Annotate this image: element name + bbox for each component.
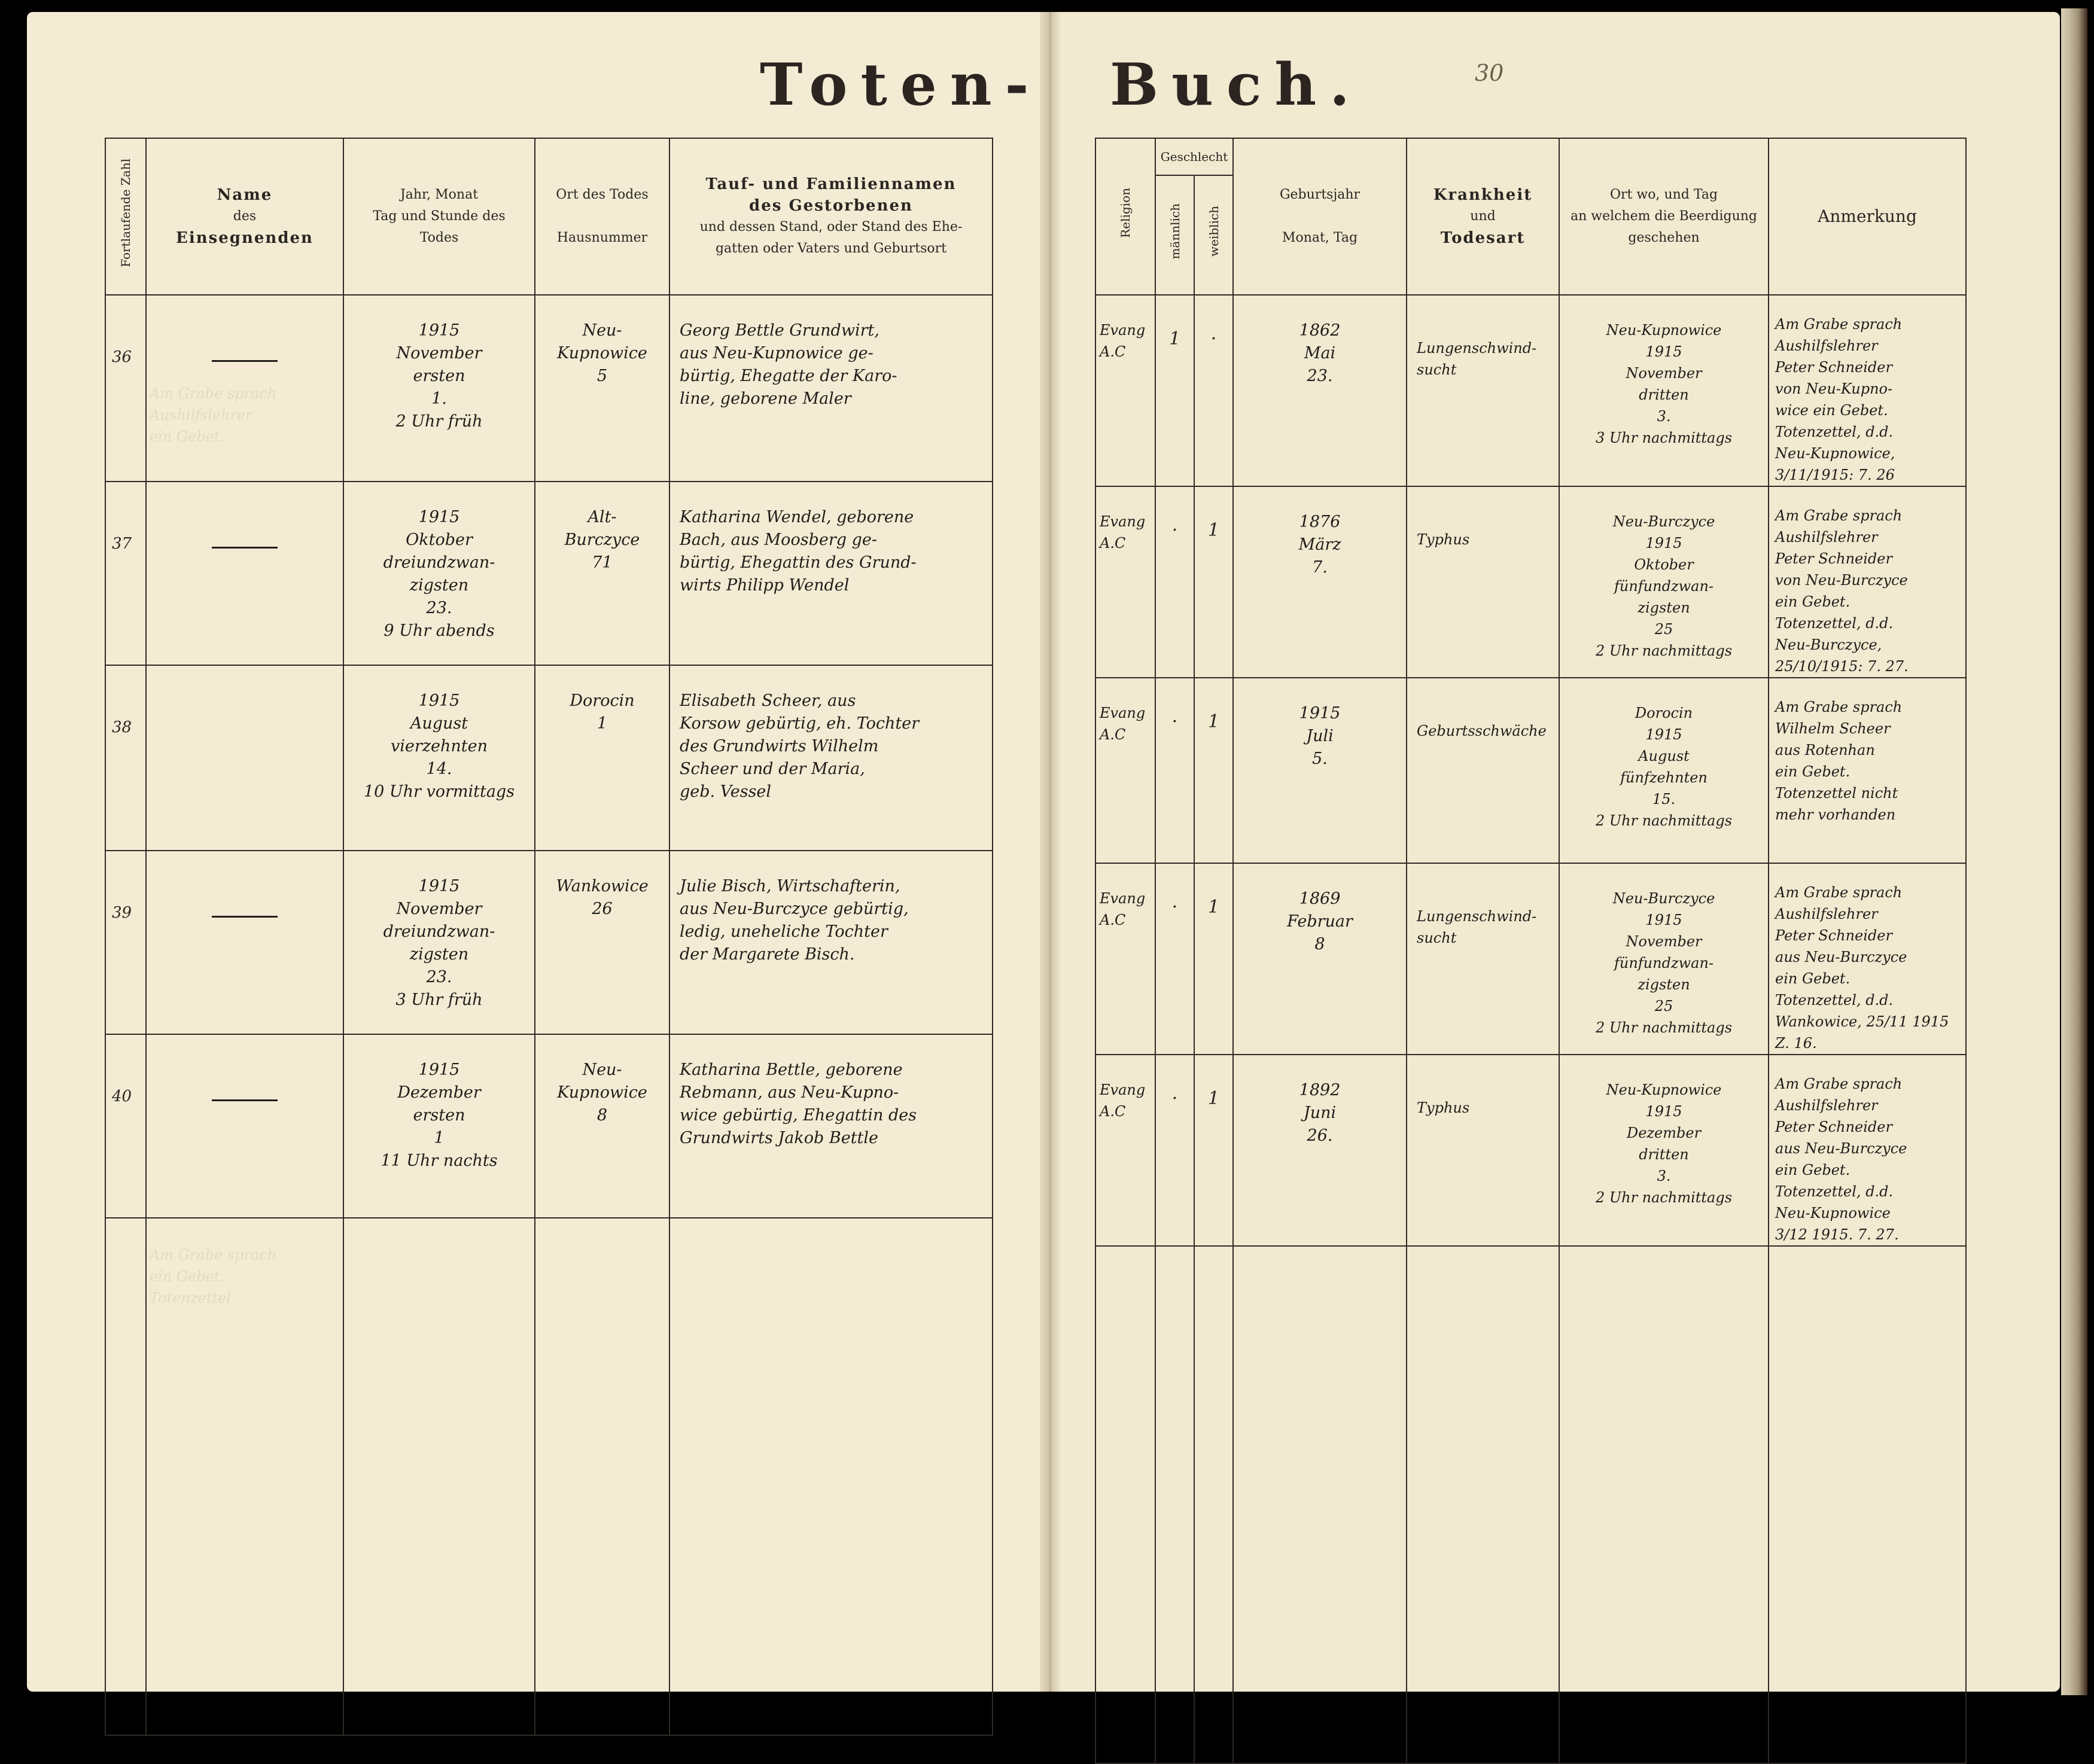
burial: Neu-Burczyce 1915 November fünfundzwan- zigsten 25 2 Uhr nachmittags xyxy=(1595,890,1733,1036)
bleed-through-left: Am Grabe sprach Aushilfslehrer ein Gebet. xyxy=(150,385,277,445)
burial: Neu-Burczyce 1915 Oktober fünfundzwan- zigsten 25 2 Uhr nachmittags xyxy=(1595,513,1733,659)
remark: Am Grabe sprach Wilhelm Scheer aus Rotenhan ein Gebet. Totenzettel nicht mehr vorhanden xyxy=(1775,699,1903,823)
death-place: Neu- Kupnowice 8 xyxy=(557,1061,647,1125)
male-mark: · xyxy=(1171,520,1178,541)
header-death-date: Jahr, Monat Tag und Stunde des Todes xyxy=(343,138,535,295)
death-place: Neu- Kupnowice 5 xyxy=(557,321,647,385)
religion: Evang A.C xyxy=(1100,1081,1146,1120)
female-mark: 1 xyxy=(1207,711,1220,732)
entry-row xyxy=(1095,863,1966,1055)
entry-row xyxy=(105,665,993,851)
header-illness: Krankheit xyxy=(1433,186,1533,204)
header-burial: Ort wo, und Tag an welchem die Beerdigung geschehen xyxy=(1559,138,1769,295)
left-header-row xyxy=(105,138,993,295)
entry-number: 40 xyxy=(112,1087,132,1105)
burial: Dorocin 1915 August fünfzehnten 15. 2 Uhr nachmittags xyxy=(1595,705,1733,829)
death-date: 1915 Oktober dreiundzwan- zigsten 23. 9 Uhr abends xyxy=(383,508,495,640)
illness: Lungenschwind- sucht xyxy=(1417,908,1537,946)
entry-row xyxy=(1095,678,1966,863)
page-title-right: Buch. xyxy=(1110,51,1363,118)
male-mark: · xyxy=(1171,711,1178,732)
header-male: männlich xyxy=(1167,203,1182,260)
female-mark: · xyxy=(1210,328,1217,349)
entry-number: 37 xyxy=(112,535,132,553)
header-officiant: Einsegnenden xyxy=(176,229,314,247)
header-cause-of-death: Todesart xyxy=(1440,229,1526,247)
header-death-place: Ort des Todes Hausnummer xyxy=(535,138,669,295)
header-family-name: Tauf- und Familiennamen xyxy=(705,175,957,193)
entry-number: 38 xyxy=(112,718,132,736)
deceased-name: Elisabeth Scheer, aus Korsow gebürtig, eh. Tochter des Grundwirts Wilhelm Scheer und der Maria, geb. Vessel xyxy=(680,691,920,801)
death-place: Wankowice 26 xyxy=(556,877,649,918)
header-birth-date: Geburtsjahr Monat, Tag xyxy=(1233,138,1407,295)
entry-row xyxy=(105,1034,993,1218)
right-header-row xyxy=(1095,138,1966,175)
birth-date: 1892 Juni 26. xyxy=(1299,1081,1341,1145)
male-mark: · xyxy=(1171,897,1178,918)
deceased-name: Katharina Bettle, geborene Rebmann, aus Neu-Kupno- wice gebürtig, Ehegattin des Grundwirts Jakob Bettle xyxy=(680,1061,917,1147)
burial: Neu-Kupnowice 1915 Dezember dritten 3. 2 Uhr nachmittags xyxy=(1595,1081,1733,1206)
female-mark: 1 xyxy=(1207,897,1220,918)
header-female: weiblich xyxy=(1206,206,1221,257)
left-register-table xyxy=(105,138,993,1736)
header-religion: Religion xyxy=(1118,188,1133,238)
bleed-through-left: Am Grabe sprach ein Gebet. Totenzettel xyxy=(150,1247,277,1306)
entry-row xyxy=(1095,486,1966,678)
death-date: 1915 August vierzehnten 14. 10 Uhr vormittags xyxy=(363,691,515,801)
religion: Evang A.C xyxy=(1100,705,1146,743)
religion: Evang A.C xyxy=(1100,322,1146,360)
birth-date: 1862 Mai 23. xyxy=(1299,321,1341,385)
officiant-dash xyxy=(212,916,278,918)
female-mark: 1 xyxy=(1207,1088,1220,1109)
illness: Typhus xyxy=(1417,531,1470,548)
death-date: 1915 November ersten 1. 2 Uhr früh xyxy=(395,321,483,431)
birth-date: 1915 Juli 5. xyxy=(1299,704,1341,768)
death-place: Dorocin 1 xyxy=(570,691,635,733)
header-illness-and: und xyxy=(1470,209,1496,224)
male-mark: · xyxy=(1171,1088,1178,1109)
remark: Am Grabe sprach Aushilfslehrer Peter Schneider von Neu-Kupno- wice ein Gebet. Totenzettel, d.d. Neu-Kupnowice, 3/11/1915: 7. 26 xyxy=(1775,316,1903,483)
birth-date: 1876 März 7. xyxy=(1298,513,1341,577)
empty-row xyxy=(105,1218,993,1735)
deceased-name: Georg Bettle Grundwirt, aus Neu-Kupnowice ge- bürtig, Ehegatte der Karo- line, geborene Maler xyxy=(680,321,897,408)
deceased-name: Katharina Wendel, geborene Bach, aus Moosberg ge- bürtig, Ehegattin des Grund- wirts Philipp Wendel xyxy=(680,508,917,595)
death-date: 1915 November dreiundzwan- zigsten 23. 3 Uhr früh xyxy=(383,877,495,1009)
death-place: Alt- Burczyce 71 xyxy=(564,508,640,572)
header-status: und dessen Stand, oder Stand des Ehe- gatten oder Vaters und Geburtsort xyxy=(699,220,963,256)
officiant-dash xyxy=(212,1099,278,1101)
entry-number: 39 xyxy=(112,904,132,922)
religion: Evang A.C xyxy=(1100,513,1146,552)
officiant-dash xyxy=(212,360,278,362)
birth-date: 1869 Februar 8 xyxy=(1287,889,1353,953)
book-edge xyxy=(2061,8,2087,1695)
header-deceased: des Gestorbenen xyxy=(749,197,913,215)
illness: Lungenschwind- sucht xyxy=(1417,340,1537,378)
illness: Geburtsschwäche xyxy=(1417,723,1547,739)
burial: Neu-Kupnowice 1915 November dritten 3. 3 Uhr nachmittags xyxy=(1595,322,1733,446)
book-gutter xyxy=(1040,12,1060,1692)
entry-row xyxy=(105,295,993,482)
header-remarks: Anmerkung xyxy=(1769,138,1966,295)
illness: Typhus xyxy=(1417,1099,1470,1116)
entry-row xyxy=(1095,295,1966,486)
entry-row xyxy=(105,851,993,1034)
empty-row xyxy=(1095,1246,1966,1763)
header-sex: Geschlecht xyxy=(1155,138,1233,175)
header-sequence-number: Fortlaufende Zahl xyxy=(118,159,133,267)
right-register-table xyxy=(1095,138,1967,1764)
female-mark: 1 xyxy=(1207,520,1220,541)
entry-row xyxy=(1095,1055,1966,1246)
death-date: 1915 Dezember ersten 1 11 Uhr nachts xyxy=(381,1061,498,1170)
page-number: 30 xyxy=(1475,60,1504,86)
male-mark: 1 xyxy=(1168,328,1181,349)
deceased-name: Julie Bisch, Wirtschafterin, aus Neu-Burczyce gebürtig, ledig, uneheliche Tochter der Margarete Bisch. xyxy=(680,877,909,964)
remark: Am Grabe sprach Aushilfslehrer Peter Schneider aus Neu-Burczyce ein Gebet. Totenzettel, d.d. Neu-Kupnowice 3/12 1915. 7. 27. xyxy=(1775,1076,1907,1243)
officiant-dash xyxy=(212,547,278,549)
remark: Am Grabe sprach Aushilfslehrer Peter Schneider von Neu-Burczyce ein Gebet. Totenzettel, d.d. Neu-Burczyce, 25/10/1915: 7. 27. xyxy=(1775,507,1909,675)
entry-number: 36 xyxy=(112,348,132,366)
religion: Evang A.C xyxy=(1100,890,1146,928)
header-name: Name xyxy=(217,186,273,204)
page-title-left: Toten- xyxy=(760,51,1042,118)
header-name-des: des xyxy=(233,209,257,224)
entry-row xyxy=(105,482,993,665)
remark: Am Grabe sprach Aushilfslehrer Peter Schneider aus Neu-Burczyce ein Gebet. Totenzettel, d.d. Wankowice, 25/11 1915 Z. 16. xyxy=(1775,884,1949,1052)
